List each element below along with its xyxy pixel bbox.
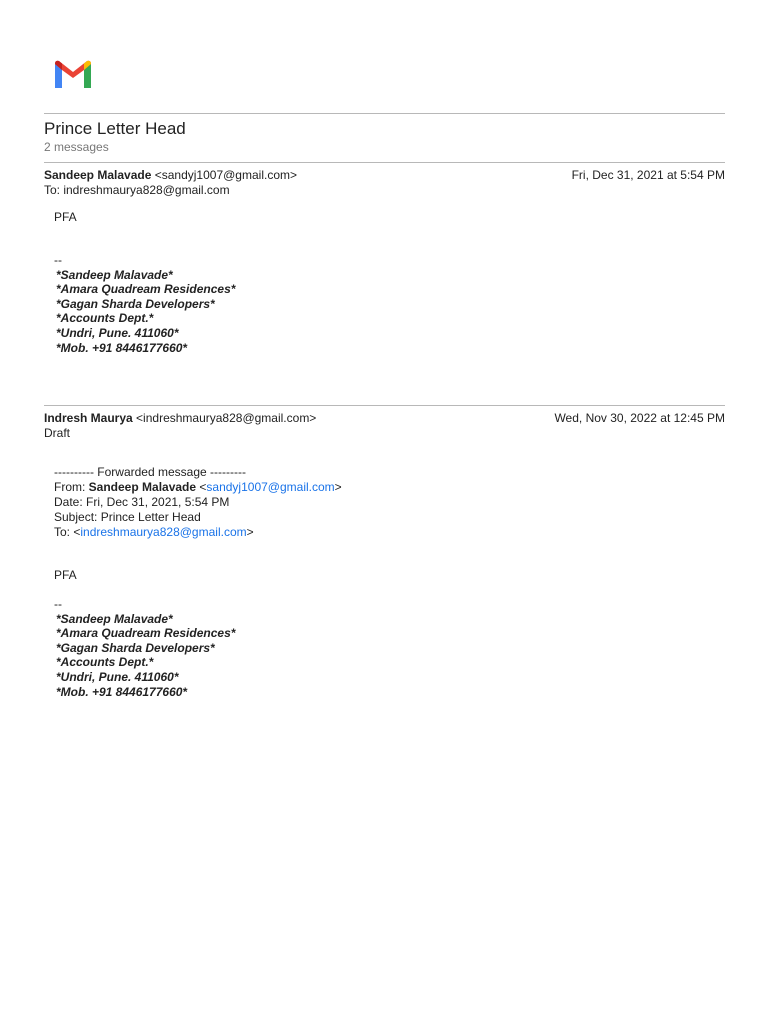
gmail-logo-icon <box>52 58 94 90</box>
signature-line: *Undri, Pune. 411060* <box>56 669 179 684</box>
sender-name: Indresh Maurya <box>44 411 133 425</box>
forwarded-block <box>54 465 342 540</box>
sender <box>44 411 316 426</box>
signature-line: *Accounts Dept.* <box>56 311 154 326</box>
to-email-link[interactable]: indreshmaurya828@gmail.com <box>80 525 247 539</box>
message-body: PFA <box>54 210 77 224</box>
from-email-link[interactable]: sandyj1007@gmail.com <box>206 480 335 494</box>
recipient-line: To: indreshmaurya828@gmail.com <box>44 183 230 197</box>
message-body: PFA <box>54 568 77 582</box>
signature-line: *Sandeep Malavade* <box>56 267 173 282</box>
signature-separator: -- <box>54 597 62 611</box>
header-divider <box>44 113 725 114</box>
signature-line: *Gagan Sharda Developers* <box>56 640 215 655</box>
to-label: To: < <box>54 525 81 539</box>
from-close: > <box>334 480 342 494</box>
signature-line: *Undri, Pune. 411060* <box>56 325 179 340</box>
signature-separator: -- <box>54 253 62 267</box>
message-date: Wed, Nov 30, 2022 at 12:45 PM <box>554 411 725 425</box>
signature-line: *Gagan Sharda Developers* <box>56 296 215 311</box>
signature-line: *Mob. +91 8446177660* <box>56 340 188 355</box>
signature-line: *Amara Quadream Residences* <box>56 626 236 641</box>
message-divider <box>44 162 725 163</box>
from-label: From: <box>54 480 89 494</box>
message-header <box>44 411 725 441</box>
signature-line: *Mob. +91 8446177660* <box>56 684 188 699</box>
signature <box>54 597 235 699</box>
signature-line: *Amara Quadream Residences* <box>56 282 236 297</box>
from-open: < <box>196 480 207 494</box>
signature-line: *Sandeep Malavade* <box>56 611 173 626</box>
draft-label: Draft <box>44 426 71 440</box>
forward-from <box>54 480 342 495</box>
sender <box>44 168 297 183</box>
forward-date: Date: Fri, Dec 31, 2021, 5:54 PM <box>54 495 230 509</box>
message-count: 2 messages <box>44 140 109 154</box>
to-close: > <box>246 525 254 539</box>
forward-to <box>54 525 342 540</box>
sender-name: Sandeep Malavade <box>44 168 152 182</box>
sender-email[interactable]: <indreshmaurya828@gmail.com> <box>136 411 317 425</box>
message-divider <box>44 405 725 406</box>
thread-subject: Prince Letter Head <box>44 119 186 138</box>
message-date: Fri, Dec 31, 2021 at 5:54 PM <box>571 168 725 182</box>
message-header <box>44 168 725 198</box>
from-name: Sandeep Malavade <box>88 480 197 494</box>
signature <box>54 253 235 355</box>
forward-header: ---------- Forwarded message --------- <box>54 465 246 479</box>
signature-line: *Accounts Dept.* <box>56 655 154 670</box>
forward-subject: Subject: Prince Letter Head <box>54 510 201 524</box>
sender-email[interactable]: <sandyj1007@gmail.com> <box>154 168 297 182</box>
